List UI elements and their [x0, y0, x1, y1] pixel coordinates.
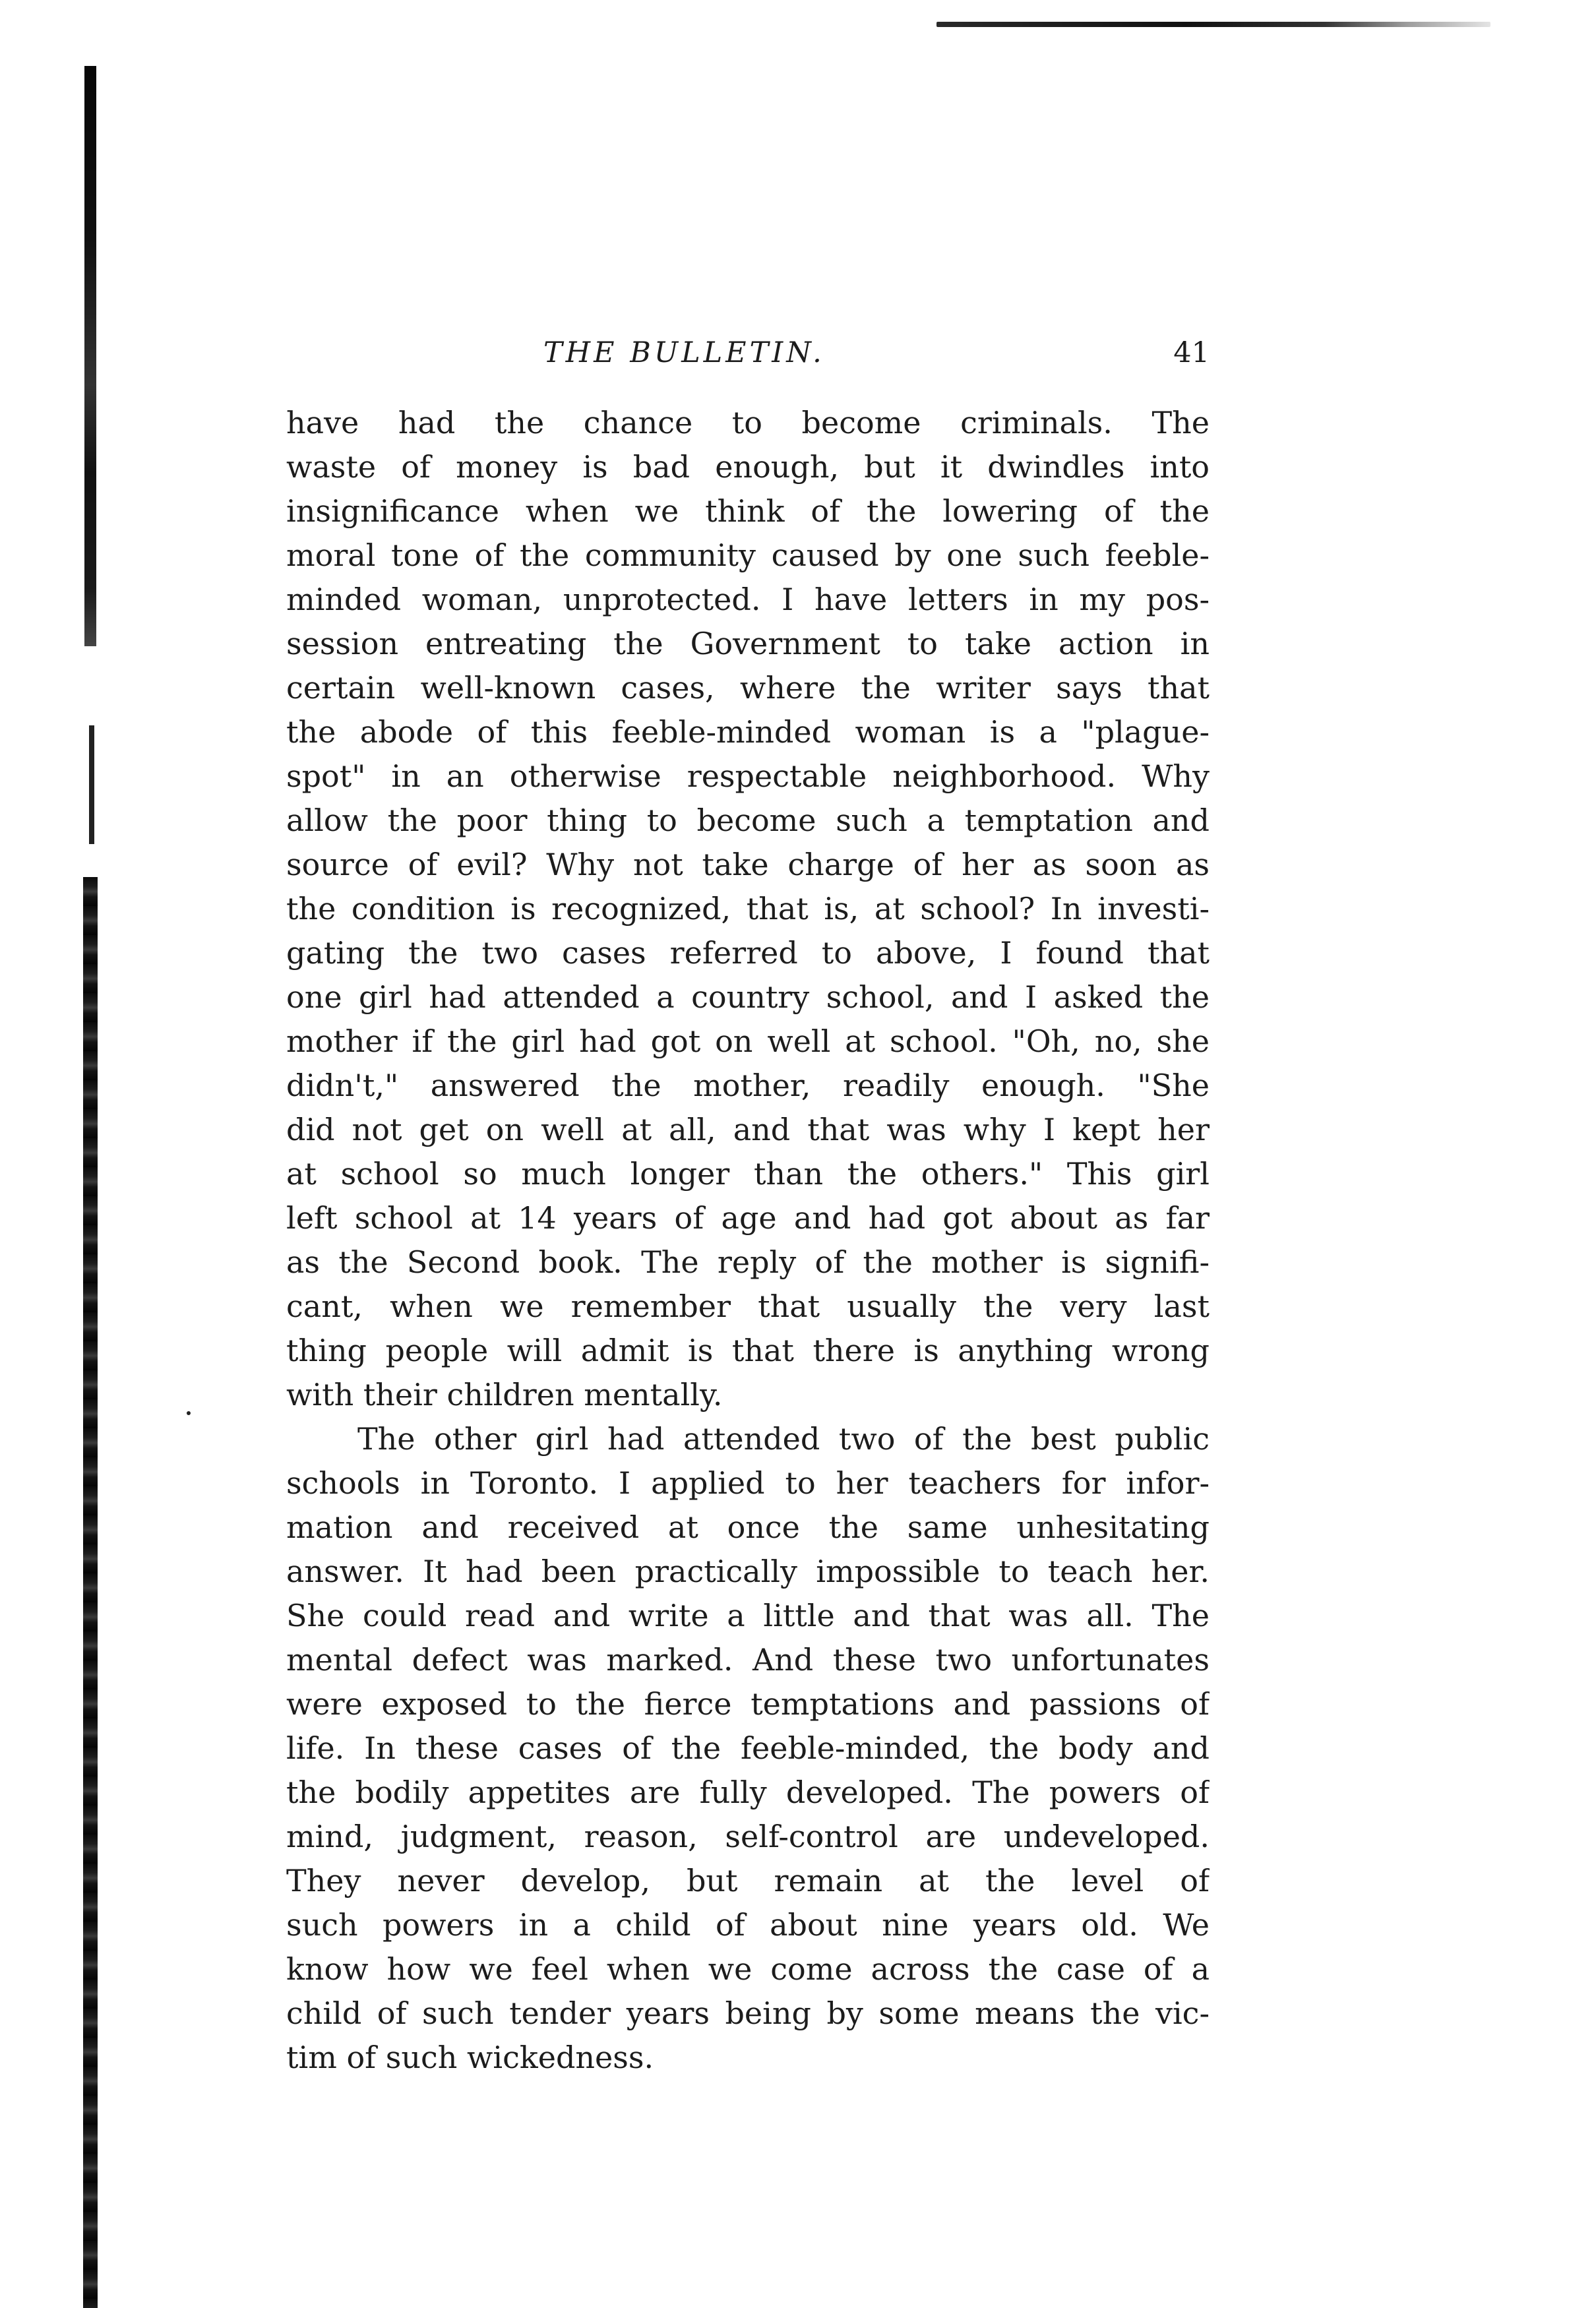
text-line: She could read and write a little and that was all. The — [286, 1598, 1210, 1633]
text-line: gating the two cases referred to above, I found that — [286, 935, 1210, 971]
text-line: answer. It had been practically impossible to teach her. — [286, 1554, 1210, 1589]
text-line: one girl had attended a country school, and I asked the — [286, 979, 1210, 1015]
text-line: know how we feel when we come across the case of a — [286, 1951, 1210, 1987]
text-line: minded woman, unprotected. I have letters in my pos- — [286, 582, 1210, 617]
binding-edge-shadow — [84, 66, 96, 646]
text-line: the abode of this feeble-minded woman is a "plague- — [286, 714, 1210, 750]
text-line: were exposed to the fierce temptations and passions of — [286, 1686, 1210, 1722]
text-line: mother if the girl had got on well at school. "Oh, no, she — [286, 1023, 1210, 1059]
text-line: mation and received at once the same unhesitating — [286, 1509, 1210, 1545]
paragraph — [286, 401, 1210, 1417]
text-line: didn't," answered the mother, readily enough. "She — [286, 1068, 1210, 1103]
text-line: did not get on well at all, and that was why I kept her — [286, 1112, 1210, 1147]
text-line: cant, when we remember that usually the very last — [286, 1289, 1210, 1324]
text-line: have had the chance to become criminals. The — [286, 405, 1210, 440]
text-line: the bodily appetites are fully developed. The powers of — [286, 1775, 1210, 1810]
text-line: thing people will admit is that there is anything wrong — [286, 1333, 1210, 1368]
page-title: THE BULLETIN. — [543, 336, 825, 369]
ink-speck — [187, 1411, 191, 1415]
text-line: source of evil? Why not take charge of her as soon as — [286, 847, 1210, 882]
text-line: the condition is recognized, that is, at school? In investi- — [286, 891, 1210, 926]
text-line: waste of money is bad enough, but it dwindles into — [286, 449, 1210, 485]
text-line: as the Second book. The reply of the mother is signifi- — [286, 1244, 1210, 1280]
binding-edge-shadow — [83, 877, 98, 2308]
text-line: mind, judgment, reason, self-control are undeveloped. — [286, 1819, 1210, 1854]
text-line: tim of such wickedness. — [286, 2040, 654, 2075]
text-line: allow the poor thing to become such a temptation and — [286, 803, 1210, 838]
top-rule-decoration — [936, 22, 1490, 27]
text-line: life. In these cases of the feeble-minded, the body and — [286, 1730, 1210, 1766]
text-line: spot" in an otherwise respectable neighborhood. Why — [286, 758, 1210, 794]
text-line: insignificance when we think of the lowering of the — [286, 493, 1210, 529]
text-line: with their children mentally. — [286, 1377, 723, 1412]
running-head — [286, 330, 1210, 382]
page-number: 41 — [1173, 336, 1210, 369]
text-line: left school at 14 years of age and had got about as far — [286, 1200, 1210, 1236]
text-line: mental defect was marked. And these two unfortunates — [286, 1642, 1210, 1678]
text-line: child of such tender years being by some means the vic- — [286, 1995, 1210, 2031]
text-line: schools in Toronto. I applied to her teachers for infor- — [286, 1465, 1210, 1501]
text-line: such powers in a child of about nine years old. We — [286, 1907, 1210, 1943]
paragraph — [286, 1417, 1210, 2080]
text-line: at school so much longer than the others." This girl — [286, 1156, 1210, 1192]
binding-edge-shadow — [89, 725, 94, 844]
text-line: certain well-known cases, where the writer says that — [286, 670, 1210, 706]
body-text — [286, 401, 1210, 2080]
text-line: The other girl had attended two of the best public — [357, 1421, 1210, 1457]
text-line: session entreating the Government to take action in — [286, 626, 1210, 661]
text-line: moral tone of the community caused by one such feeble- — [286, 537, 1210, 573]
text-line: They never develop, but remain at the level of — [286, 1863, 1210, 1898]
